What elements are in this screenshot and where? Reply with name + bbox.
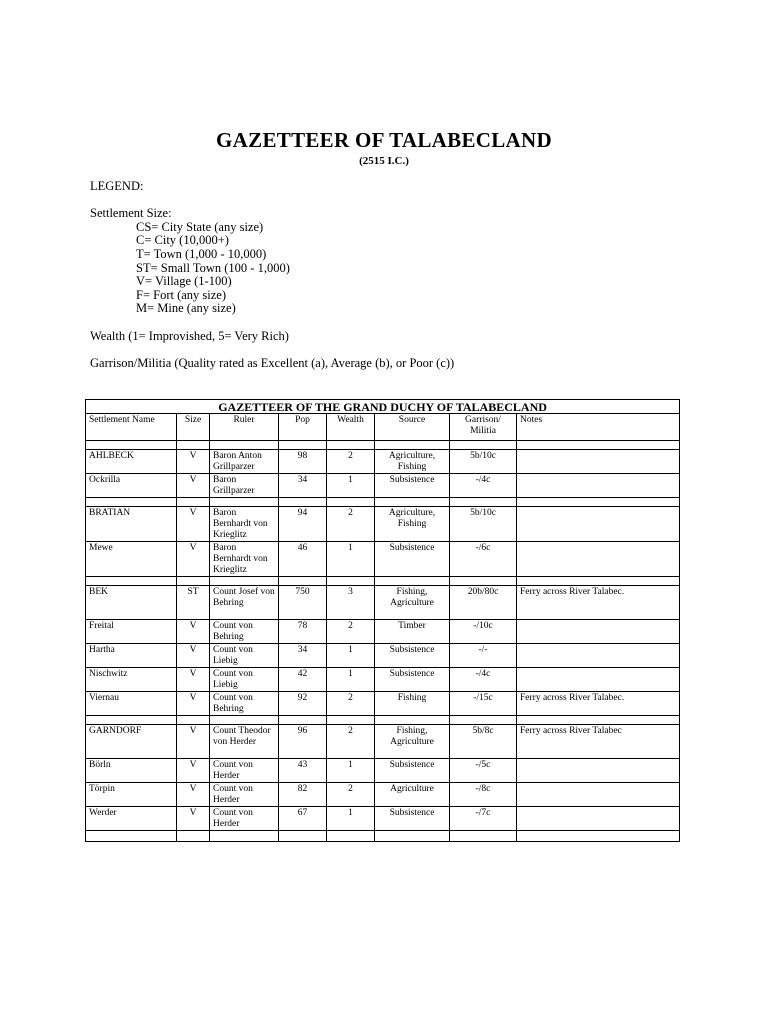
legend-size-item: T= Town (1,000 - 10,000): [136, 246, 267, 261]
cell-name: AHLBECK: [86, 450, 177, 474]
cell-ruler: Baron Grillparzer: [210, 474, 279, 498]
cell-ruler: Count Theodor von Herder: [210, 725, 279, 759]
table-row: [86, 783, 680, 807]
cell-ruler: Count Josef von Behring: [210, 586, 279, 620]
cell-name: Hartha: [86, 644, 177, 668]
cell-notes: [517, 668, 680, 692]
cell-name: Nischwitz: [86, 668, 177, 692]
cell-pop: 94: [279, 507, 327, 542]
cell-size: V: [177, 474, 210, 498]
cell-ruler: Count von Herder: [210, 759, 279, 783]
cell-source: Agriculture, Fishing: [375, 450, 450, 474]
spacer-row: [86, 577, 680, 586]
spacer-row: [86, 831, 680, 842]
legend-size-item: ST= Small Town (100 - 1,000): [136, 260, 290, 275]
table-row: [86, 450, 680, 474]
cell-garrison: -/4c: [450, 668, 517, 692]
wealth-legend: Wealth (1= Improvished, 5= Very Rich): [90, 328, 289, 343]
cell-pop: 42: [279, 668, 327, 692]
cell-source: Agriculture: [375, 783, 450, 807]
legend-size-item: M= Mine (any size): [136, 301, 236, 316]
cell-source: Subsistence: [375, 668, 450, 692]
cell-wealth: 2: [327, 783, 375, 807]
cell-size: V: [177, 450, 210, 474]
cell-notes: Ferry across River Talabec.: [517, 586, 680, 620]
cell-name: Ockrilla: [86, 474, 177, 498]
cell-ruler: Baron Bernhardt von Krieglitz: [210, 507, 279, 542]
cell-wealth: 2: [327, 692, 375, 716]
spacer-row: [86, 498, 680, 507]
cell-name: Börln: [86, 759, 177, 783]
cell-source: Fishing, Agriculture: [375, 725, 450, 759]
cell-wealth: 1: [327, 668, 375, 692]
cell-wealth: 2: [327, 507, 375, 542]
cell-garrison: -/8c: [450, 783, 517, 807]
table-row: [86, 507, 680, 542]
cell-wealth: 1: [327, 644, 375, 668]
cell-source: Subsistence: [375, 644, 450, 668]
cell-ruler: Baron Bernhardt von Krieglitz: [210, 542, 279, 577]
cell-name: BRATIAN: [86, 507, 177, 542]
cell-size: V: [177, 692, 210, 716]
cell-wealth: 1: [327, 807, 375, 831]
legend-size-item: F= Fort (any size): [136, 287, 227, 302]
spacer-row: [86, 441, 680, 450]
cell-ruler: Count von Herder: [210, 807, 279, 831]
column-header: Garrison/ Militia: [450, 414, 517, 441]
cell-garrison: -/7c: [450, 807, 517, 831]
column-header: Notes: [517, 414, 680, 441]
cell-ruler: Count von Liebig: [210, 644, 279, 668]
cell-wealth: 2: [327, 620, 375, 644]
cell-notes: [517, 644, 680, 668]
column-header: Settlement Name: [86, 414, 177, 441]
column-header: Ruler: [210, 414, 279, 441]
cell-garrison: -/6c: [450, 542, 517, 577]
table-row: [86, 644, 680, 668]
cell-pop: 92: [279, 692, 327, 716]
cell-ruler: Count von Liebig: [210, 668, 279, 692]
cell-pop: 34: [279, 474, 327, 498]
gazetteer-table: [85, 399, 680, 842]
cell-garrison: 5b/8c: [450, 725, 517, 759]
cell-source: Timber: [375, 620, 450, 644]
cell-ruler: Baron Anton Grillparzer: [210, 450, 279, 474]
legend-size-item: CS= City State (any size): [136, 219, 264, 234]
page-subtitle: (2515 I.C.): [359, 155, 409, 167]
cell-size: V: [177, 620, 210, 644]
cell-wealth: 1: [327, 759, 375, 783]
cell-name: Freital: [86, 620, 177, 644]
cell-source: Agriculture, Fishing: [375, 507, 450, 542]
cell-pop: 67: [279, 807, 327, 831]
cell-wealth: 1: [327, 474, 375, 498]
cell-source: Subsistence: [375, 759, 450, 783]
table-caption: GAZETTEER OF THE GRAND DUCHY OF TALABECLAND: [86, 400, 680, 414]
cell-notes: [517, 450, 680, 474]
cell-pop: 96: [279, 725, 327, 759]
cell-notes: [517, 759, 680, 783]
cell-pop: 98: [279, 450, 327, 474]
cell-wealth: 2: [327, 450, 375, 474]
column-header: Source: [375, 414, 450, 441]
cell-garrison: 20b/80c: [450, 586, 517, 620]
table-row: [86, 586, 680, 620]
cell-source: Subsistence: [375, 542, 450, 577]
cell-notes: [517, 474, 680, 498]
cell-size: V: [177, 644, 210, 668]
cell-size: V: [177, 507, 210, 542]
cell-size: V: [177, 725, 210, 759]
column-header: Pop: [279, 414, 327, 441]
cell-notes: [517, 807, 680, 831]
cell-pop: 46: [279, 542, 327, 577]
table-row: [86, 620, 680, 644]
cell-size: V: [177, 759, 210, 783]
table-row: [86, 692, 680, 716]
table-body: [86, 441, 680, 842]
cell-garrison: -/15c: [450, 692, 517, 716]
cell-name: Viernau: [86, 692, 177, 716]
cell-garrison: -/5c: [450, 759, 517, 783]
table-row: [86, 542, 680, 577]
cell-size: V: [177, 668, 210, 692]
cell-name: Werder: [86, 807, 177, 831]
legend-heading: LEGEND:: [90, 179, 144, 193]
spacer-row: [86, 716, 680, 725]
cell-pop: 43: [279, 759, 327, 783]
cell-ruler: Count von Herder: [210, 783, 279, 807]
cell-size: ST: [177, 586, 210, 620]
column-header: Wealth: [327, 414, 375, 441]
cell-ruler: Count von Behring: [210, 692, 279, 716]
cell-name: Törpin: [86, 783, 177, 807]
cell-wealth: 1: [327, 542, 375, 577]
table-row: [86, 474, 680, 498]
cell-pop: 78: [279, 620, 327, 644]
table-row: [86, 807, 680, 831]
legend-size-item: V= Village (1-100): [136, 274, 232, 289]
cell-pop: 750: [279, 586, 327, 620]
cell-pop: 82: [279, 783, 327, 807]
cell-garrison: 5b/10c: [450, 450, 517, 474]
cell-source: Fishing, Agriculture: [375, 586, 450, 620]
cell-wealth: 2: [327, 725, 375, 759]
table-row: [86, 668, 680, 692]
cell-notes: Ferry across River Talabec.: [517, 692, 680, 716]
cell-garrison: 5b/10c: [450, 507, 517, 542]
cell-notes: [517, 783, 680, 807]
cell-ruler: Count von Behring: [210, 620, 279, 644]
cell-size: V: [177, 783, 210, 807]
page-title: GAZETTEER OF TALABECLAND: [216, 128, 552, 152]
table-row: [86, 759, 680, 783]
cell-name: Mewe: [86, 542, 177, 577]
legend-size-item: C= City (10,000+): [136, 233, 229, 248]
cell-garrison: -/4c: [450, 474, 517, 498]
cell-notes: Ferry across River Talabec: [517, 725, 680, 759]
settlement-size-heading: Settlement Size:: [90, 206, 172, 221]
cell-wealth: 3: [327, 586, 375, 620]
cell-garrison: -/-: [450, 644, 517, 668]
legend-section: [90, 180, 454, 370]
cell-size: V: [177, 807, 210, 831]
column-header: Size: [177, 414, 210, 441]
table-header-row: [86, 414, 680, 441]
cell-source: Subsistence: [375, 807, 450, 831]
cell-notes: [517, 620, 680, 644]
cell-size: V: [177, 542, 210, 577]
cell-notes: [517, 507, 680, 542]
cell-name: GARNDORF: [86, 725, 177, 759]
table-row: [86, 725, 680, 759]
cell-source: Fishing: [375, 692, 450, 716]
cell-pop: 34: [279, 644, 327, 668]
cell-garrison: -/10c: [450, 620, 517, 644]
garrison-legend: Garrison/Militia (Quality rated as Excellent (a), Average (b), or Poor (c)): [90, 355, 455, 370]
cell-name: BEK: [86, 586, 177, 620]
cell-source: Subsistence: [375, 474, 450, 498]
cell-notes: [517, 542, 680, 577]
